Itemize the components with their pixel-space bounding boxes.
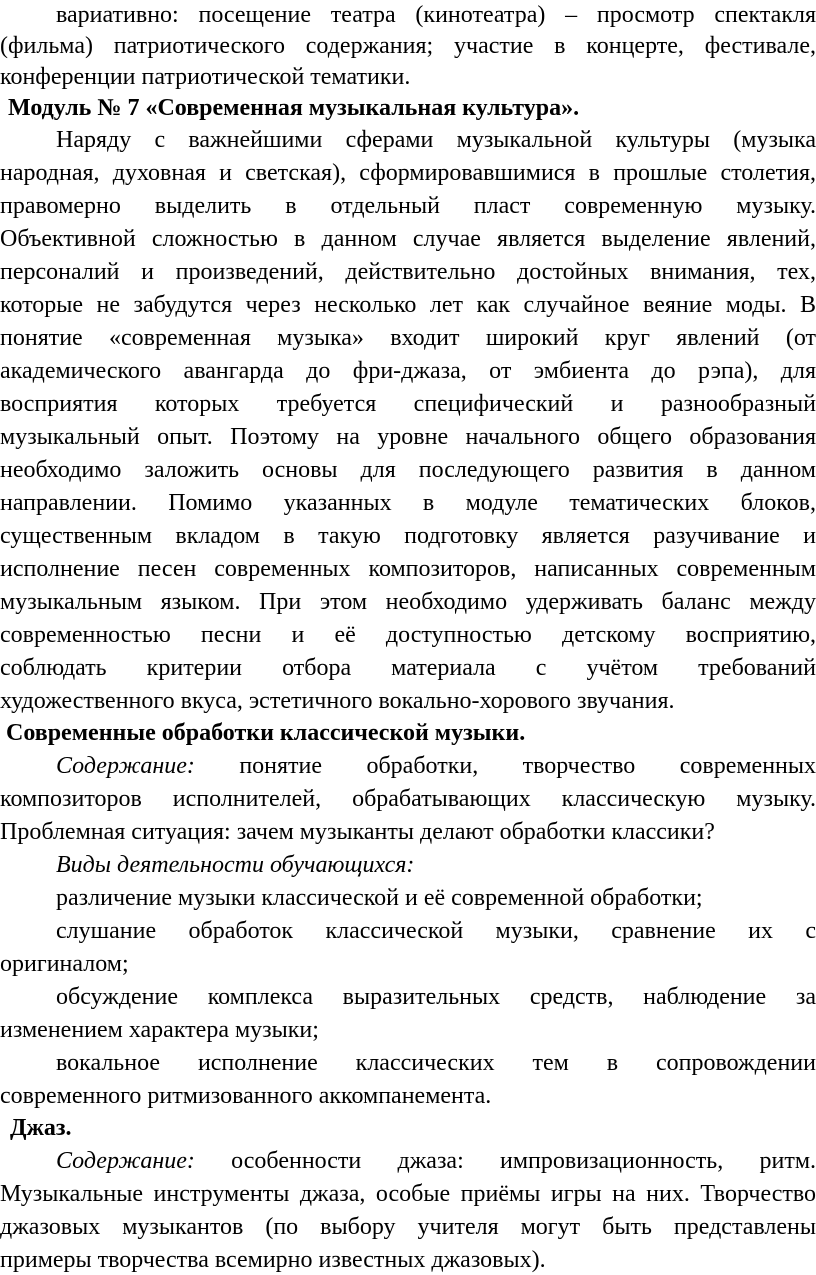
- module-heading: Модуль № 7 «Современная музыкальная культура».: [8, 95, 580, 121]
- paragraph-line: композиторов исполнителей, обрабатывающих классическую музыку.: [0, 786, 816, 812]
- content-text: понятие обработки, творчество современных: [239, 753, 816, 779]
- paragraph-line: изменением характера музыки;: [0, 1017, 319, 1043]
- paragraph-line: необходимо заложить основы для последующего развития в данном: [0, 457, 816, 483]
- activity-item: вокальное исполнение классических тем в сопровождении: [56, 1050, 816, 1076]
- paragraph-line: современного ритмизованного аккомпанемента.: [0, 1083, 492, 1109]
- paragraph-line: академического авангарда до фри-джаза, от эмбиента до рэпа), для: [0, 358, 816, 384]
- paragraph-line: направлении. Помимо указанных в модуле тематических блоков,: [0, 490, 816, 516]
- paragraph-line: которые не забудутся через несколько лет как случайное веяние моды. В: [0, 292, 816, 318]
- paragraph-line: вариативно: посещение театра (кинотеатра) – просмотр спектакля: [56, 2, 816, 28]
- content-label: Содержание:: [56, 1148, 195, 1174]
- activities-label: Виды деятельности обучающихся:: [56, 852, 415, 878]
- content-line: [56, 751, 816, 781]
- paragraph-line: понятие «современная музыка» входит широкий круг явлений (от: [0, 325, 816, 351]
- paragraph-line: Объективной сложностью в данном случае является выделение явлений,: [0, 226, 816, 252]
- paragraph-line: Проблемная ситуация: зачем музыканты делают обработки классики?: [0, 819, 715, 845]
- paragraph-line: соблюдать критерии отбора материала с учётом требований: [0, 655, 816, 681]
- paragraph-line: джазовых музыкантов (по выбору учителя могут быть представлены: [0, 1214, 816, 1240]
- paragraph-line: музыкальный опыт. Поэтому на уровне начального общего образования: [0, 424, 816, 450]
- paragraph-line: правомерно выделить в отдельный пласт современную музыку.: [0, 193, 816, 219]
- section-heading-classics: Современные обработки классической музыки.: [6, 720, 526, 746]
- paragraph-line: персоналий и произведений, действительно достойных внимания, тех,: [0, 259, 816, 285]
- paragraph-line: народная, духовная и светская), сформировавшимися в прошлые столетия,: [0, 160, 816, 186]
- section-heading-jazz: Джаз.: [10, 1115, 72, 1141]
- paragraph-line: Музыкальные инструменты джаза, особые приёмы игры на них. Творчество: [0, 1181, 816, 1207]
- content-label: Содержание:: [56, 753, 195, 779]
- paragraph-line: Наряду с важнейшими сферами музыкальной культуры (музыка: [56, 127, 816, 153]
- paragraph-line: существенным вкладом в такую подготовку является разучивание и: [0, 523, 816, 549]
- paragraph-line: музыкальным языком. При этом необходимо удерживать баланс между: [0, 589, 816, 615]
- paragraph-line: конференции патриотической тематики.: [0, 64, 411, 90]
- paragraph-line: современностью песни и её доступностью детскому восприятию,: [0, 622, 816, 648]
- activity-item: различение музыки классической и её современной обработки;: [56, 885, 703, 911]
- content-line: [56, 1146, 816, 1176]
- paragraph-line: (фильма) патриотического содержания; участие в концерте, фестивале,: [0, 33, 816, 59]
- activity-item: слушание обработок классической музыки, сравнение их с: [56, 918, 816, 944]
- paragraph-line: исполнение песен современных композиторов, написанных современным: [0, 556, 816, 582]
- content-text: особенности джаза: импровизационность, ритм.: [231, 1148, 816, 1174]
- paragraph-line: оригиналом;: [0, 951, 129, 977]
- activity-item: обсуждение комплекса выразительных средств, наблюдение за: [56, 984, 816, 1010]
- paragraph-line: примеры творчества всемирно известных джазовых).: [0, 1247, 546, 1273]
- paragraph-line: художественного вкуса, эстетичного вокально-хорового звучания.: [0, 688, 675, 714]
- paragraph-line: восприятия которых требуется специфический и разнообразный: [0, 391, 816, 417]
